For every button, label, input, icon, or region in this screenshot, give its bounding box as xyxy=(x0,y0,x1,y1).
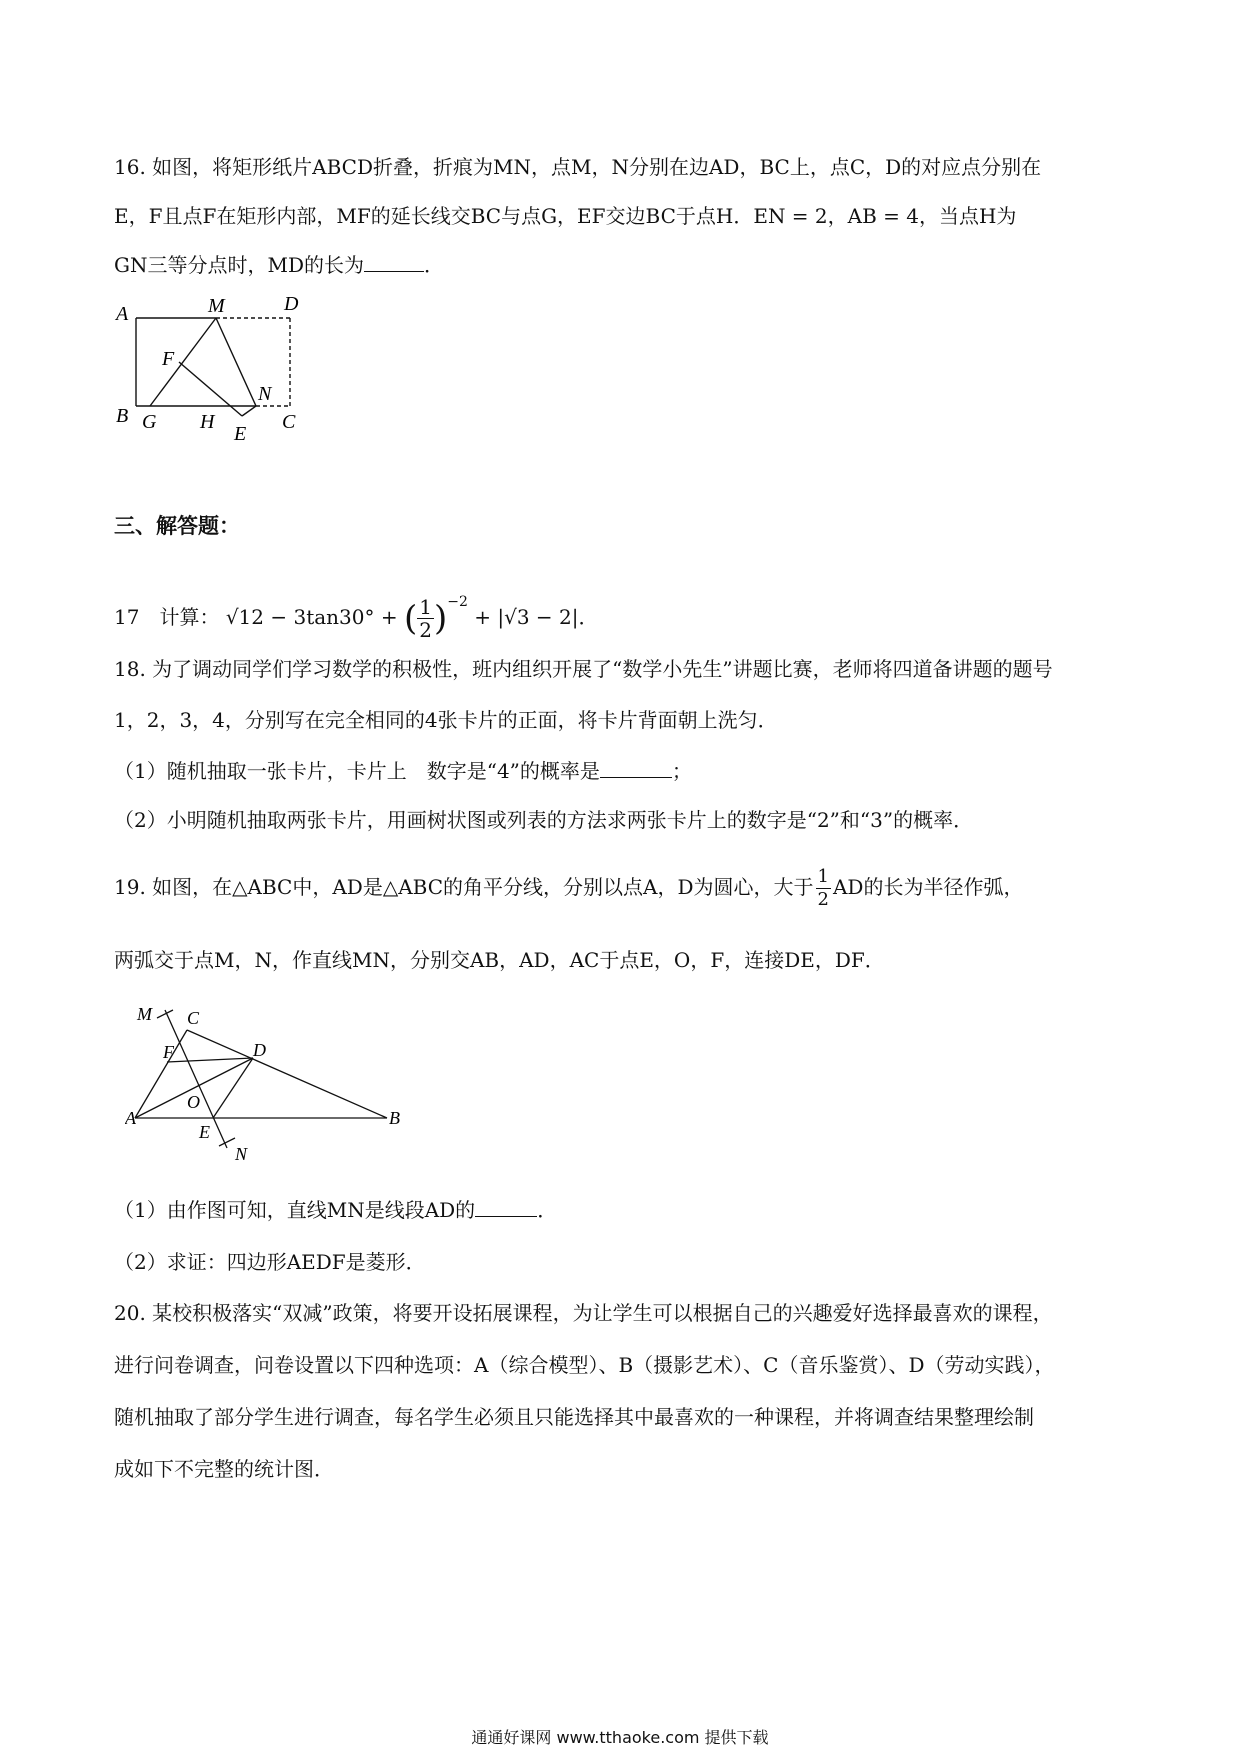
q19-part1-text: （1）由作图可知，直线MN是线段AD的 xyxy=(114,1198,476,1222)
q19-label-n: N xyxy=(235,1144,248,1164)
q16-label-g: G xyxy=(142,411,157,433)
q17-paren-left: ( xyxy=(403,598,418,639)
q20-line3: 随机抽取了部分学生进行调查，每名学生必须且只能选择其中最喜欢的一种课程，并将调查结果整理绘制 xyxy=(114,1405,1034,1429)
q18-line2: 1，2，3，4，分别写在完全相同的4张卡片的正面，将卡片背面朝上洗匀． xyxy=(114,708,778,732)
q16-line-en xyxy=(242,406,256,416)
q17-expr-a: √12 − 3tan30° + xyxy=(225,605,398,629)
q16-label-n: N xyxy=(258,383,272,405)
q16-line2: E，F且点F在矩形内部，MF的延长线交BC与点G，EF交边BC于点H．EN = 2，AB = 4，当点H为 xyxy=(114,204,1017,228)
q19-frac-den: 2 xyxy=(817,889,829,910)
q19-label-d: D xyxy=(253,1040,266,1060)
q19-fraction xyxy=(816,866,831,911)
q19-line1-rest: AD的长为半径作弧， xyxy=(832,875,1024,899)
q19-figure xyxy=(125,1000,425,1170)
q19-answer-blank xyxy=(475,1196,537,1217)
q18-line1: 18. 为了调动同学们学习数学的积极性，班内组织开展了“数学小先生”讲题比赛，老师将四道备讲题的题号 xyxy=(114,657,1053,681)
section-heading: 三、解答题： xyxy=(114,514,240,538)
q17-frac-den: 2 xyxy=(419,618,432,642)
q19-label-c: C xyxy=(187,1008,200,1028)
q16-label-d: D xyxy=(284,293,299,315)
q20-line4: 成如下不完整的统计图． xyxy=(114,1457,334,1481)
q16-line1: 16. 如图，将矩形纸片ABCD折叠，折痕为MN，点M，N分别在边AD，BC上，点C，D的对应点分别在 xyxy=(114,155,1042,179)
q17-end: ． xyxy=(578,605,599,629)
q19-label-m: M xyxy=(137,1004,152,1024)
q20-line2: 进行问卷调查，问卷设置以下四种选项：A（综合模型）、B（摄影艺术）、C（音乐鉴赏）、D（劳动实践）， xyxy=(114,1353,1055,1377)
q19-line-mn xyxy=(165,1010,227,1148)
q18-part1-end: ； xyxy=(671,759,692,783)
q16-line-fe xyxy=(179,362,242,416)
q17-paren-right: ) xyxy=(433,598,448,639)
q19-part1 xyxy=(114,1196,557,1224)
q19-line1 xyxy=(114,866,1023,911)
q18-part1 xyxy=(114,757,692,785)
q16-label-b: B xyxy=(116,405,129,427)
q17-line xyxy=(114,582,599,641)
q16-label-c: C xyxy=(282,411,296,433)
q19-side-cb xyxy=(187,1030,387,1118)
q16-label-h: H xyxy=(200,411,215,433)
q18-part2: （2）小明随机抽取两张卡片，用画树状图或列表的方法求两张卡片上的数字是“2”和“3”的概率． xyxy=(114,808,974,832)
q16-figure xyxy=(110,290,320,450)
footer-source: 通通好课网 www.tthaoke.com 提供下载 xyxy=(471,1728,769,1747)
q19-label-a: A xyxy=(125,1108,136,1128)
q16-label-a: A xyxy=(116,303,129,325)
q18-part1-text: （1）随机抽取一张卡片，卡片上 数字是“4”的概率是 xyxy=(114,759,600,783)
q16-line-mg xyxy=(150,318,216,406)
q18-answer-blank xyxy=(600,757,672,778)
q19-segment-df xyxy=(167,1058,253,1062)
q17-frac-num: 1 xyxy=(419,595,432,619)
q16-line3 xyxy=(114,251,444,279)
q19-segment-de xyxy=(213,1058,253,1118)
q16-label-f: F xyxy=(162,348,175,370)
q16-line3-end: ． xyxy=(424,253,444,277)
q17-expr-b: + |√3 − 2| xyxy=(474,605,579,629)
q19-frac-num: 1 xyxy=(817,866,829,887)
q19-label-e: E xyxy=(199,1122,210,1142)
q19-line2: 两弧交于点M，N，作直线MN，分别交AB，AD，AC于点E，O，F，连接DE，DF． xyxy=(114,948,885,972)
q19-part1-end: ． xyxy=(537,1198,558,1222)
q16-label-e: E xyxy=(234,423,247,445)
q16-answer-blank xyxy=(364,251,424,272)
q19-arc-mark-n xyxy=(219,1138,235,1146)
q19-label-b: B xyxy=(389,1108,400,1128)
q19-part2: （2）求证：四边形AEDF是菱形． xyxy=(114,1250,426,1274)
q19-label-f: F xyxy=(163,1042,174,1062)
q17-exponent: −2 xyxy=(447,594,468,610)
q16-fold-mn xyxy=(216,318,256,406)
q16-line3-text: GN三等分点时，MD的长为 xyxy=(114,253,364,277)
q16-label-m: M xyxy=(208,295,225,317)
q17-fraction xyxy=(417,596,434,641)
q19-label-o: O xyxy=(187,1092,200,1112)
q17-prefix: 17 计算： xyxy=(114,605,220,629)
q19-line1-text: 19. 如图，在△ABC中，AD是△ABC的角平分线，分别以点A，D为圆心，大于 xyxy=(114,875,814,899)
q20-line1: 20. 某校积极落实“双减”政策，将要开设拓展课程，为让学生可以根据自己的兴趣爱好选择最喜欢的课程， xyxy=(114,1301,1053,1325)
